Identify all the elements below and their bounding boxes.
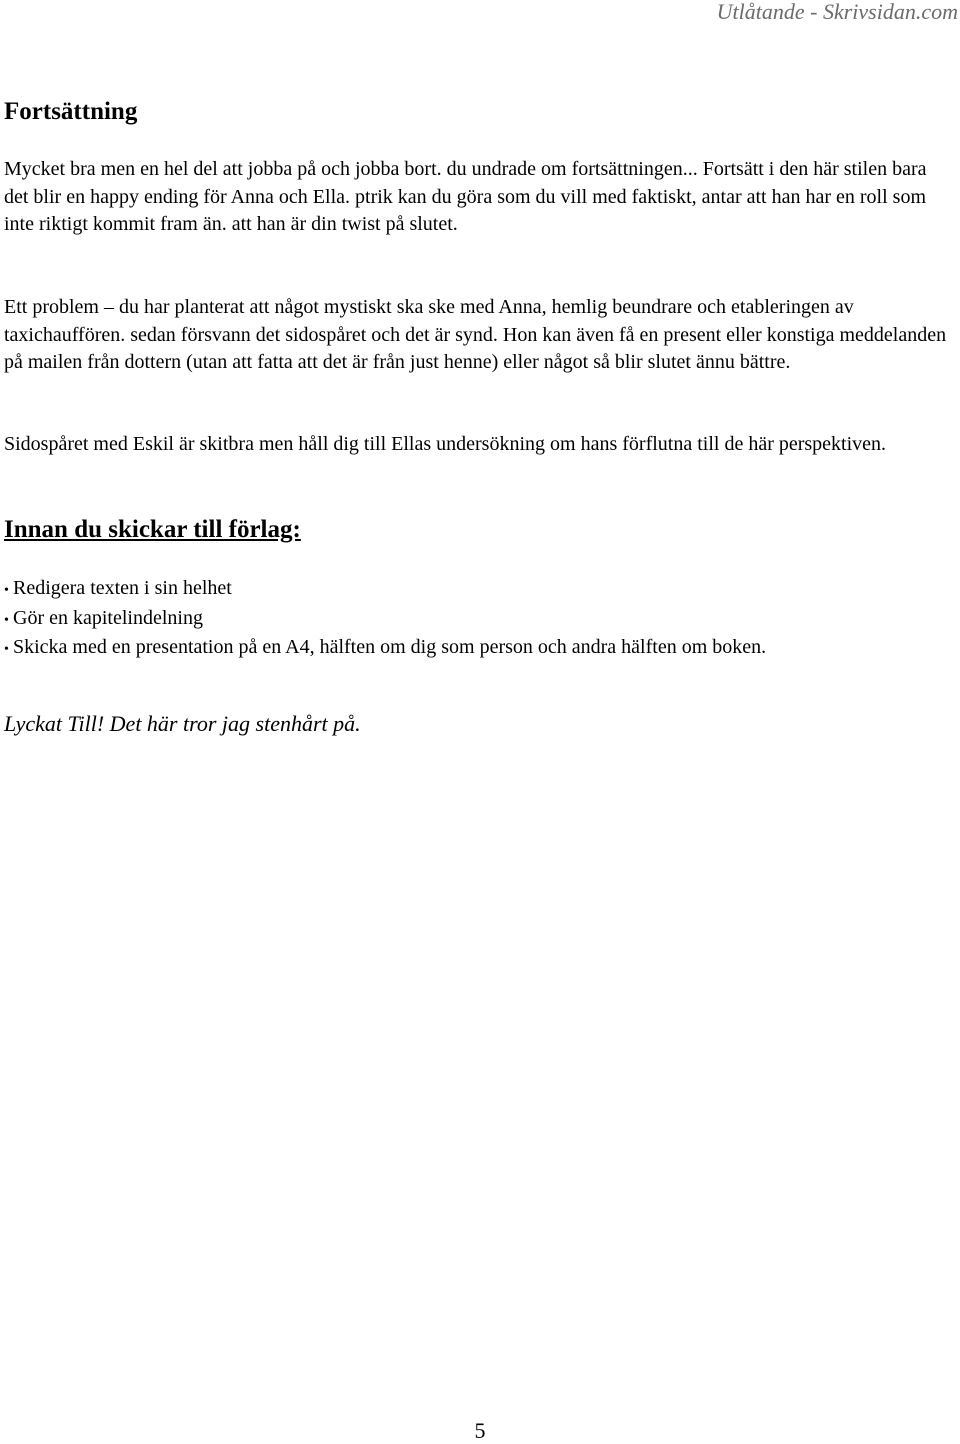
paragraph-problem-part-2: Hon kan även få en present eller konstiga meddelanden på mailen från dottern (utan att fatta att det är från just henne) eller något så blir slutet ännu bättre. (4, 323, 947, 373)
heading-fortsattning: Fortsättning (4, 98, 138, 125)
paragraph-intro: Mycket bra men en hel del att jobba på och jobba bort. du undrade om fortsättningen... Fortsätt i den här stilen bara det blir en happy ending för Anna och Ella. ptrik kan du göra som du vill med faktiskt, antar att han har en roll som inte riktigt kommit fram än. att han är din twist på slutet. (4, 158, 927, 235)
list-item (4, 634, 766, 664)
page-header: Utlåtande - Skrivsidan.com (716, 0, 958, 24)
paragraph-problem (4, 294, 949, 377)
list-item-text: Gör en kapitelindelning (13, 606, 203, 629)
paragraph-problem-part-1: Ett problem – du har planterat att något mystiskt ska ske med Anna, hemlig beundrare och etableringen av taxichauffören. sedan försvann det sidospåret och det är synd. (4, 296, 854, 346)
list-item-text: Redigera texten i sin helhet (13, 577, 232, 599)
list-item (4, 575, 766, 605)
page-number: 5 (474, 1418, 486, 1443)
list-item (4, 605, 766, 635)
bullet-icon: • (4, 583, 9, 598)
bullet-icon: • (4, 612, 9, 628)
bullet-icon: • (4, 642, 9, 657)
heading-innan-forlag: Innan du skickar till förlag: (4, 516, 301, 543)
list-item-text: Skicka med en presentation på en A4, hälften om dig som person och andra hälften om boken. (13, 636, 767, 658)
checklist (4, 575, 766, 664)
closing-remark: Lyckat Till! Det här tror jag stenhårt på. (4, 711, 361, 736)
paragraph-eskil: Sidospåret med Eskil är skitbra men håll dig till Ellas undersökning om hans förflutna till de här perspektiven. (4, 433, 887, 455)
